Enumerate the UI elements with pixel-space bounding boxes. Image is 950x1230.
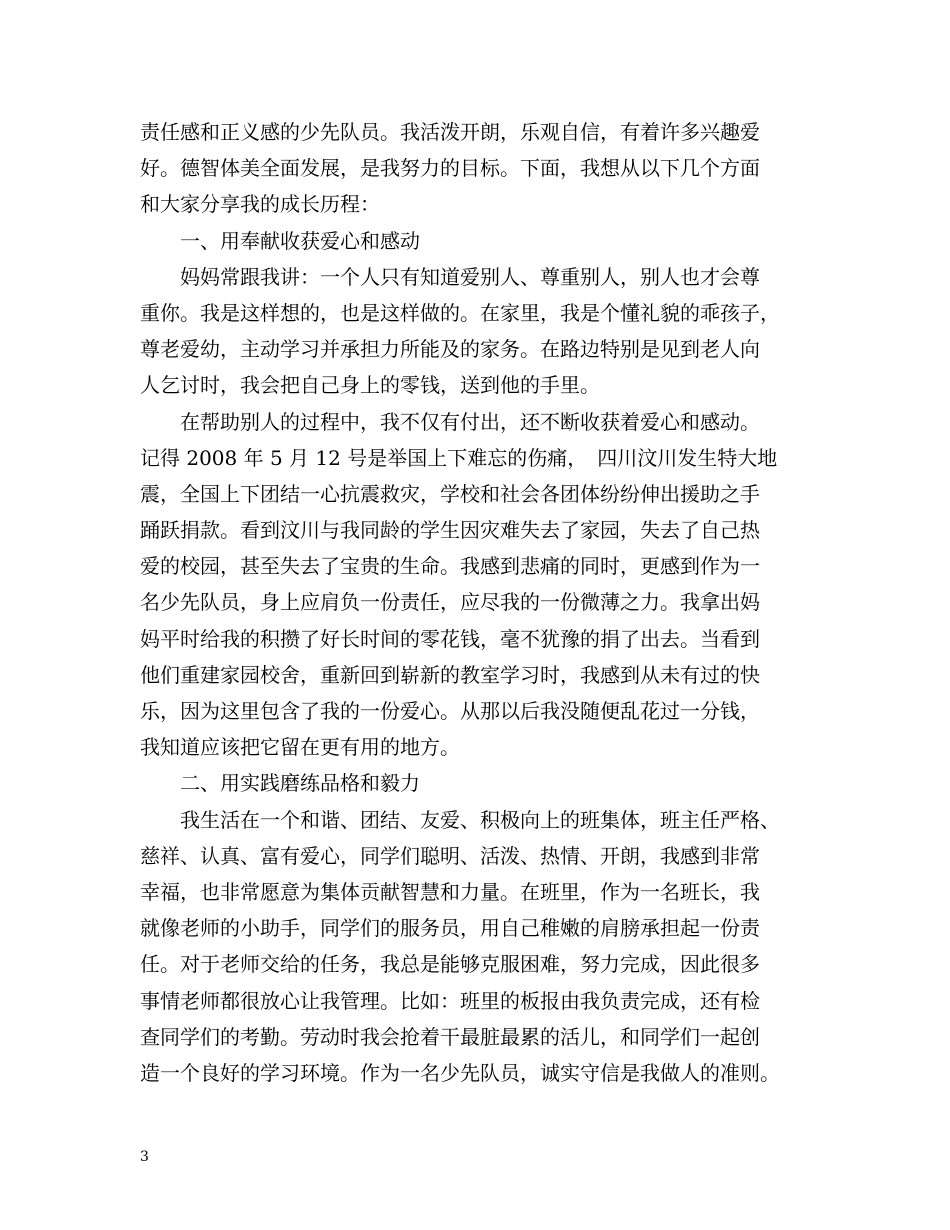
text-line: 查同学们的考勤。劳动时我会抢着干最脏最累的活儿，和同学们一起创 [140, 1024, 760, 1049]
text-line: 记得 2008 年 5 月 12 号是举国上下难忘的伤痛， 四川汶川发生特大地 [140, 445, 778, 470]
text-line: 名少先队员，身上应肩负一份责任，应尽我的一份微薄之力。我拿出妈 [140, 590, 760, 615]
text-line: 我知道应该把它留在更有用的地方。 [140, 735, 460, 760]
text-line: 重你。我是这样想的，也是这样做的。在家里，我是个懂礼貌的乖孩子， [140, 300, 780, 325]
text-line: 震，全国上下团结一心抗震救灾，学校和社会各团体纷纷伸出援助之手 [140, 481, 760, 506]
body-text [140, 114, 840, 1091]
text-line: 就像老师的小助手，同学们的服务员，用自己稚嫩的肩膀承担起一份责 [140, 916, 760, 941]
text-line: 好。德智体美全面发展，是我努力的目标。下面，我想从以下几个方面 [140, 156, 760, 181]
text-line: 责任感和正义感的少先队员。我活泼开朗，乐观自信，有着许多兴趣爱 [140, 120, 760, 144]
text-line: 幸福，也非常愿意为集体贡献智慧和力量。在班里，作为一名班长，我 [140, 879, 760, 904]
text-line: 妈妈常跟我讲：一个人只有知道爱别人、尊重别人，别人也才会尊 [140, 264, 760, 289]
section-heading: 一、用奉献收获爱心和感动 [140, 228, 420, 253]
text-line: 慈祥、认真、富有爱心，同学们聪明、活泼、热情、开朗，我感到非常 [140, 843, 760, 868]
text-line: 爱的校园，甚至失去了宝贵的生命。我感到悲痛的同时，更感到作为一 [140, 554, 760, 579]
text-line: 在帮助别人的过程中，我不仅有付出，还不断收获着爱心和感动。 [140, 409, 760, 434]
page-number: 3 [140, 1149, 149, 1165]
section-heading: 二、用实践磨练品格和毅力 [140, 771, 420, 796]
text-line: 他们重建家园校舍，重新回到崭新的教室学习时，我感到从未有过的快 [140, 662, 760, 687]
text-line: 任。对于老师交给的任务，我总是能够克服困难，努力完成，因此很多 [140, 952, 760, 977]
text-line: 尊老爱幼，主动学习并承担力所能及的家务。在路边特别是见到老人向 [140, 337, 760, 362]
text-line: 我生活在一个和谐、团结、友爱、积极向上的班集体，班主任严格、 [140, 807, 780, 832]
text-line: 乐，因为这里包含了我的一份爱心。从那以后我没随便乱花过一分钱， [140, 699, 760, 723]
text-line: 妈平时给我的积攒了好长时间的零花钱，毫不犹豫的捐了出去。当看到 [140, 626, 760, 651]
text-line: 事情老师都很放心让我管理。比如：班里的板报由我负责完成，还有检 [140, 988, 760, 1013]
text-line: 造一个良好的学习环境。作为一名少先队员，诚实守信是我做人的准则。 [140, 1060, 780, 1085]
text-line: 和大家分享我的成长历程： [140, 192, 380, 217]
text-line: 踊跃捐款。看到汶川与我同龄的学生因灾难失去了家园，失去了自己热 [140, 518, 760, 543]
text-line: 人乞讨时，我会把自己身上的零钱，送到他的手里。 [140, 373, 600, 398]
